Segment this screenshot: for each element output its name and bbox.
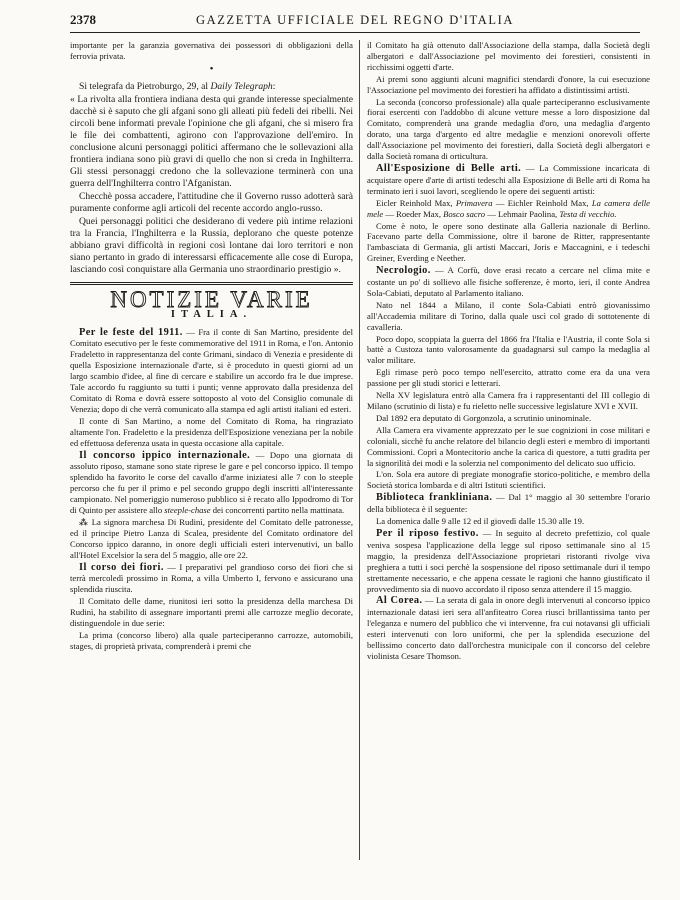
article-text: dei concorrenti partito nella mattinata.: [210, 505, 345, 516]
paragraph: La prima (concorso libero) alla quale parteciperanno carrozze, automobili, stages, di proprietà privata, comprenderà i premi che: [70, 630, 353, 651]
paragraph: La seconda (concorso professionale) alla quale parteciperanno esclusivamente fiorai esercenti con l'addobbo di alcune vetture messe a loro disposizione dal Comitato, comprenderà una grande medaglia d'oro, una medaglia d'argento dorato, una targa d'argento ed altre medaglie e menzioni onorevoli offerte dall'Associazione pel movimento dei forestieri, dalla Società degli albergatori e dalla Società romana di orticultura.: [367, 96, 650, 162]
article-heading: Il concorso ippico internazionale.: [79, 449, 251, 461]
paragraph: importante per la garanzia governativa dei possessori di obbligazioni della ferrovia privata.: [70, 40, 353, 61]
section-title-text: NOTIZIE VARIE: [110, 286, 313, 312]
telegraph-article: [70, 81, 353, 276]
paragraph: Checchè possa accadere, l'attitudine che il Governo russo adotterà sarà puramente conforme agli articoli del recente accordo anglo-russo.: [70, 190, 353, 214]
article-biblioteca: [367, 492, 650, 515]
artist-name: — Eichler Reinhold Max,: [492, 197, 592, 208]
paragraph: Ai premi sono aggiunti alcuni magnifici stendardi d'onore, la cui esecuzione l'Associazione pel movimento dei forestieri ha affidato a distintissimi artisti.: [367, 73, 650, 95]
page-number: 2378: [70, 12, 96, 27]
article-text: — A Corfù, dove erasi recato a cercare nel clima mite e costante un po' di sollievo alle fisiche sofferenze, è morto, ieri, il conte Andrea Sola-Cabiati, deputato al Parlamento italiano.: [367, 265, 650, 298]
article-belle-arti: [367, 163, 650, 197]
artwork-title: Bosco sacro: [443, 208, 486, 219]
article-fiori: [70, 562, 353, 596]
journal-title: GAZZETTA UFFICIALE DEL REGNO D'ITALIA: [196, 13, 514, 27]
section-subtitle: ITALIA.: [170, 308, 253, 320]
paragraph: Il Comitato delle dame, riunitosi ieri sotto la presidenza della marchesa Di Rudinì, ha stabilito di assegnare importanti premi alle carrozze meglio decorate, distinguendole in due serie:: [70, 596, 353, 629]
section-title: [70, 286, 353, 312]
page-header: [70, 12, 640, 33]
article-italic: steeple-chase: [164, 505, 211, 516]
artist-name: Eicler Reinhold Max,: [376, 197, 456, 208]
paragraph: Alla Camera era vivamente apprezzato per le sue cognizioni in cose militari e coloniali, sicchè fu anche relatore del bilancio degli esteri e membro di importanti Commissioni. Coprì a Montecitorio anche la carica di questore, a tutti gradita per la signorilità dei modi e la solerzia nel componimento del delicato suo ufficio.: [367, 424, 650, 468]
article-text: — In seguito al decreto prefettizio, col quale veniva sospesa l'applicazione della legge sul riposo settimanale sino al 15 maggio, la presidenza dell'Associazione proprietari ristoranti rivolge viva preghiera a tutti i soci perchè la sospensione del riposo settimanale duri il tempo strettamente necessario, e che appena cessate le ragioni che hanno giustificato il provvedimento sia di nuovo accordato il riposo senza attendere il 15 maggio.: [367, 527, 650, 594]
paragraph: Poco dopo, scoppiata la guerra del 1866 fra l'Italia e l'Austria, il conte Sola si battè a Custoza tanto valorosamente da guadagnarsi sul campo la medaglia al valor militare.: [367, 333, 650, 366]
paragraph: L'on. Sola era autore di pregiate monografie storico-politiche, e membro della Società storica lombarda e di altri Istituti scientifici.: [367, 469, 650, 491]
article-heading: Al Corea.: [376, 595, 423, 607]
telegraph-intro: Si telegrafa da Pietroburgo, 29, al: [79, 80, 211, 92]
paragraph: Quei personaggi politici che desiderano di vedere più intime relazioni tra la Francia, l'Inghilterra e la Russia, deplorano che queste potenze abbiano gravi difficoltà in regioni così lontane dai loro territori e non siano pertanto in grado di interessarsi efficacemente alle cose di Europa, lasciando così conquistare alla Germania uno straordinario prestigio ».: [70, 215, 353, 275]
section-rule: [70, 282, 353, 285]
article-text: — Dal 1° maggio al 30 settembre l'orario della biblioteca è il seguente:: [367, 492, 650, 515]
article-heading: Il corso dei fiori.: [79, 561, 164, 573]
newspaper-name: Daily Telegraph: [210, 80, 273, 92]
article-heading: Necrologio.: [376, 265, 431, 277]
colon: :: [272, 80, 276, 92]
paragraph: [70, 81, 353, 93]
article-text: — La serata di gala in onore degli intervenuti al concorso ippico internazionale datasi ieri sera all'anfiteatro Corea riuscì brillantissima tanto per l'eleganza e numero del pubblico che vi intervenne, fra cui notavansi gli ufficiali esteri intervenuti con loro uniformi, che per la splendida esecuzione del bellissimo concerto dato dall'orchestra municipale con il concorso del celebre violinista Cesare Thomson.: [367, 595, 650, 661]
paragraph: [70, 517, 353, 561]
left-column: [70, 40, 353, 890]
article-riposo: [367, 528, 650, 594]
article-text: — Fra il conte di San Martino, presidente del Comitato esecutivo per le feste commemorative del 1911 in Roma, e l'on. Antonio Fradeletto in rappresentanza del conte Grimani, sindaco di Venezia e presidente di quella Esposizione internazionale d'arte, si è proceduto in questi giorni ad un largo scambio d'idee, al fine di cercare e stabilire un accordo fra le due imprese. Tale accordo fu raggiunto su tutti i punti; venne approvato dalla presidenza del Comitato di Roma e dovrà essere sottoposto al voto del Consiglio comunale di Venezia; dopo di che verrà comunicato alla stampa ed agli artisti italiani ed esteri.: [70, 326, 353, 414]
article-text: La signora marchesa Di Rudinì, presidente del Comitato delle patronesse, ed il principe Pietro Lanza di Scalea, presidente del Comitato ordinatore del Concorso ippico daranno, in onore degli ufficiali esteri intervenutivi, un ballo all'Hotel Excelsior la sera del 5 maggio, alle ore 22.: [70, 516, 353, 560]
artwork-title: La camera delle mele: [367, 197, 650, 219]
artwork-title: Primavera: [455, 197, 493, 208]
artist-name: — Roeder Max,: [383, 208, 444, 219]
column-rule: [359, 40, 360, 860]
paragraph: Nato nel 1844 a Milano, il conte Sola-Cabiati entrò giovanissimo all'Accademia militare di Torino, dalla quale uscì col grado di sottotenente di cavalleria.: [367, 299, 650, 332]
article-ippico: [70, 450, 353, 516]
artwork-title: Testa di vecchio.: [559, 208, 617, 219]
paragraph: La domenica dalle 9 alle 12 ed il giovedì dalle 15.30 alle 19.: [376, 516, 585, 527]
article-text: — La Commissione incaricata di acquistare opere d'arte di artisti tedeschi alla Esposizione di Belle arti di Roma ha terminato ieri i suoi lavori, scegliendo le opere dei seguenti artisti:: [367, 162, 650, 196]
paragraph: Il conte di San Martino, a nome del Comitato di Roma, ha ringraziato altamente l'on. Fradeletto e la presidenza dell'Esposizione veneziana per la nobile ed effettuosa deferenza usata in questa occasione alla capitale.: [70, 415, 353, 448]
article-necrologio: [367, 265, 650, 299]
article-heading: All'Esposizione di Belle arti.: [376, 162, 522, 174]
article-heading: Biblioteca frankliniana.: [376, 492, 493, 504]
right-column: [367, 40, 650, 890]
article-corea: [367, 595, 650, 661]
article-text: — Dopo una giornata di assoluto riposo, stamane sono state riprese le gare e pel concorso ippico. Il tempo splendido ha favorito le corse del cavallo d'arme iniziatesi alle 7 con lo steeple percorso che fu per il primo e pel secondo gruppo degli inscritti all'interessante campionato. Nel pomeriggio numeroso pubblico si è recato allo Ippodromo di Tor di Quinto per assistere allo: [70, 449, 353, 516]
paragraph: il Comitato ha già ottenuto dall'Associazione della stampa, dalla Società degli albergatori e dall'Associazione pel movimento dei forestieri, consistenti in ricchissimi oggetti d'arte.: [367, 40, 650, 72]
article-text: — I preparativi pel grandioso corso dei fiori che si terrà mercoledì prossimo in Roma, a villa Umberto I, fervono e assicurano una splendida riuscita.: [70, 561, 353, 595]
article-heading: Per il riposo festivo.: [376, 527, 479, 539]
article-feste: [70, 327, 353, 415]
artist-name: — Lehmair Paolina,: [485, 208, 560, 219]
article-heading: Per le feste del 1911.: [79, 326, 183, 338]
paragraph: « La rivolta alla frontiera indiana desta qui grande interesse specialmente dacchè si è saputo che gli afgani sono gli alleati più fedeli dei ribelli. Nei circoli bene informati prevale l'opinione che gli afgani, che si misero fra le file dei combattenti, agirono con l'approvazione dell'emiro. In conclusione alcuni personaggi politici affermano che le sollevazioni alla frontiera indiana sono più gravi di quello che non si creda in Inghilterra. Gli stessi personaggi credono che la sollevazione terminerà con una guerra dell'Inghilterra contro l'Afganistan.: [70, 93, 353, 189]
artworks-list: [367, 198, 650, 220]
ornament-divider: •: [209, 62, 214, 75]
paragraph: Nella XV legislatura entrò alla Camera fra i rappresentanti del III collegio di Milano (scrutinio di lista) e fu rieletto nelle successive legislature XVI e XVII.: [367, 390, 650, 411]
paragraph: Dal 1892 era deputato di Gorgonzola, a scrutinio uninominale.: [376, 412, 592, 423]
paragraph: Come è noto, le opere sono destinate alla Galleria nazionale di Berlino. Facevano parte della Commissione, oltre il barone de Ritter, rappresentante l'ambasciata di Germania, gli artisti Maccari, Joris e Maccagnini, e i tedeschi Greiner, Everding e Neether.: [367, 220, 650, 264]
paragraph: Egli rimase però poco tempo nell'esercito, attratto come era da una vera passione per gli studi storici e letterari.: [367, 367, 650, 389]
asterism-mark: ⁂: [79, 516, 89, 527]
